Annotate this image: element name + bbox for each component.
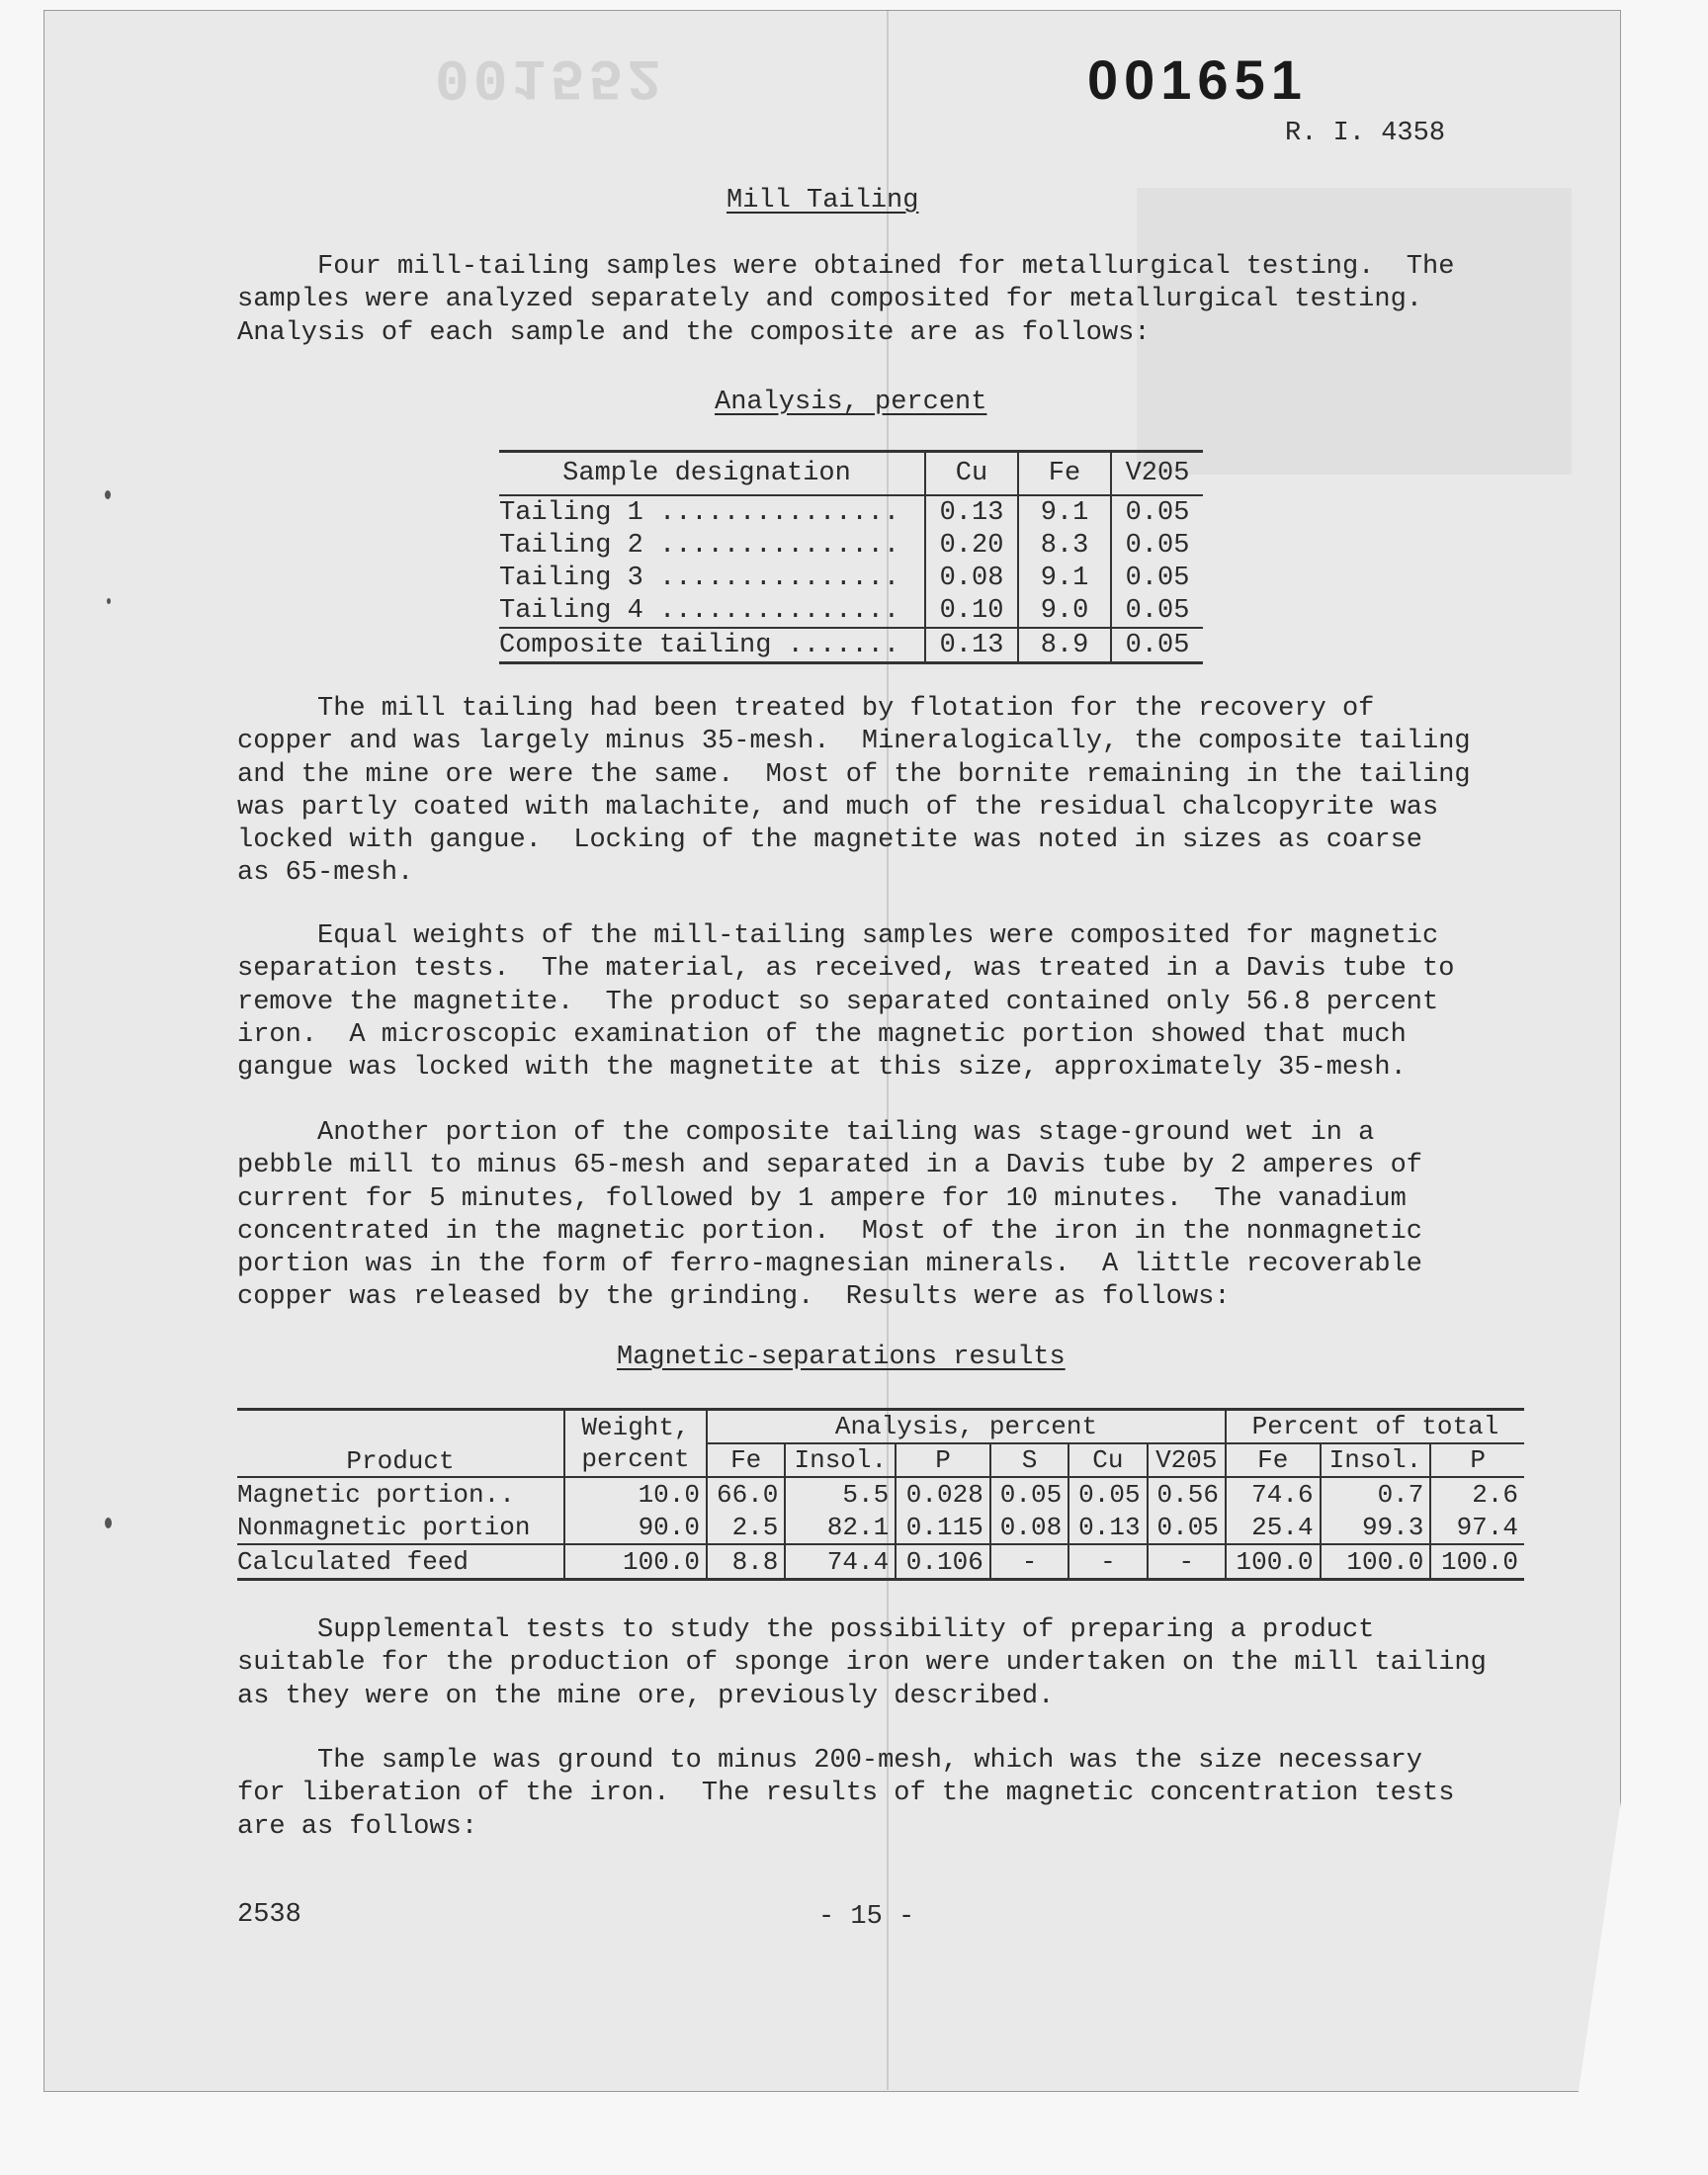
table-row [499, 495, 1203, 529]
cell-insol: 82.1 [785, 1511, 896, 1544]
cell-s: 0.05 [990, 1477, 1068, 1511]
table-row [237, 1511, 1524, 1544]
cell-total-fe: 100.0 [1226, 1544, 1321, 1580]
stamp-number: 001651 [1087, 48, 1308, 111]
paragraph-1: Four mill-tailing samples were obtained for metallurgical testing. The samples were analyzed separately and composited for metallurgical testing. Analysis of each sample and the composite are as follows: [237, 252, 1455, 348]
cell-total-fe: 25.4 [1226, 1511, 1321, 1544]
page-number: - 15 - [818, 1902, 915, 1932]
col-group-percent-total: Percent of total [1226, 1410, 1524, 1444]
cell-total-insol: 99.3 [1321, 1511, 1431, 1544]
cell-v2o5: 0.05 [1111, 594, 1203, 628]
col-cu: Cu [925, 452, 1018, 496]
cell-v2o5: - [1148, 1544, 1226, 1580]
cell-cu: 0.20 [925, 529, 1018, 562]
table-row [499, 562, 1203, 594]
cell-cu: 0.13 [925, 628, 1018, 663]
analysis-table [499, 450, 1203, 664]
cell-total-p: 100.0 [1430, 1544, 1524, 1580]
paragraph-6: The sample was ground to minus 200-mesh, which was the size necessary for liberation of the iron. The results of the magnetic concentration tests are as follows: [237, 1746, 1455, 1842]
row-product: Magnetic portion.. [237, 1479, 515, 1510]
col-total-insol: Insol. [1321, 1443, 1431, 1477]
cell-total-fe: 74.6 [1226, 1477, 1321, 1511]
col-s: S [990, 1443, 1068, 1477]
cell-fe: 8.3 [1018, 529, 1111, 562]
cell-p: 0.028 [896, 1477, 990, 1511]
row-label: Tailing 1 ............... [499, 497, 900, 528]
cell-insol: 5.5 [785, 1477, 896, 1511]
cell-weight: 100.0 [564, 1544, 707, 1580]
table-row-total [499, 628, 1203, 663]
col-total-fe: Fe [1226, 1443, 1321, 1477]
cell-v2o5: 0.05 [1111, 628, 1203, 663]
cell-s: 0.08 [990, 1511, 1068, 1544]
col-group-analysis: Analysis, percent [707, 1410, 1226, 1444]
col-total-p: P [1430, 1443, 1524, 1477]
cell-total-insol: 100.0 [1321, 1544, 1431, 1580]
row-label: Composite tailing ....... [499, 628, 925, 663]
magnetic-separation-table [237, 1408, 1524, 1581]
bleed-through-number: 001552 [435, 44, 665, 108]
cell-cu: 0.08 [925, 562, 1018, 594]
table-row [499, 594, 1203, 628]
cell-fe: 2.5 [707, 1511, 785, 1544]
paragraph-2: The mill tailing had been treated by flotation for the recovery of copper and was largely minus 35-mesh. Mineralogically, the composite tailing and the mine ore were the same. Most of the bornite remaining in the tailing was partly coated with malachite, and much of the residual chalcopyrite was locked with gangue. Locking of the magnetite was noted in sizes as coarse as 65-mesh. [237, 694, 1471, 889]
row-product: Calculated feed [237, 1544, 564, 1580]
cell-v2o5: 0.56 [1148, 1477, 1226, 1511]
cell-fe: 9.1 [1018, 495, 1111, 529]
cell-v2o5: 0.05 [1148, 1511, 1226, 1544]
cell-cu: 0.13 [1068, 1511, 1147, 1544]
col-p: P [896, 1443, 990, 1477]
table1-title: Analysis, percent [715, 388, 987, 417]
section-title: Mill Tailing [726, 186, 919, 216]
cell-fe: 66.0 [707, 1477, 785, 1511]
cell-fe: 9.0 [1018, 594, 1111, 628]
cell-fe: 9.1 [1018, 562, 1111, 594]
footer-number: 2538 [237, 1900, 301, 1930]
cell-p: 0.106 [896, 1544, 990, 1580]
cell-insol: 74.4 [785, 1544, 896, 1580]
row-label: Tailing 2 ............... [499, 530, 900, 561]
table-row-total [237, 1544, 1524, 1580]
scan-speck [105, 1518, 112, 1528]
cell-total-insol: 0.7 [1321, 1477, 1431, 1511]
col-sample-designation: Sample designation [562, 459, 851, 488]
paragraph-4: Another portion of the composite tailing was stage-ground wet in a pebble mill to minus 65-mesh and separated in a Davis tube by 2 amperes of current for 5 minutes, followed by 1 ampere for 10 minutes. The vanadium concentrated in the magnetic portion. Most of the iron in the nonmagnetic portion was in the form of ferro-magnesian minerals. A little recoverable copper was released by the grinding. Results were as follows: [237, 1118, 1422, 1313]
col-insol: Insol. [785, 1443, 896, 1477]
table2-title: Magnetic-separations results [617, 1343, 1066, 1372]
row-label: Tailing 4 ............... [499, 595, 900, 626]
paragraph-5: Supplemental tests to study the possibility of preparing a product suitable for the production of sponge iron were undertaken on the mill tailing as they were on the mine ore, previously described. [237, 1615, 1487, 1711]
scan-speck [107, 598, 111, 604]
col-fe: Fe [1018, 452, 1111, 496]
table-row [499, 529, 1203, 562]
cell-fe: 8.9 [1018, 628, 1111, 663]
cell-s: - [990, 1544, 1068, 1580]
cell-total-p: 97.4 [1430, 1511, 1524, 1544]
paragraph-3: Equal weights of the mill-tailing samples were composited for magnetic separation tests. The material, as received, was treated in a Davis tube to remove the magnetite. The product so separated contained only 56.8 percent iron. A microscopic examination of the magnetic portion showed that much gangue was locked with the magnetite at this size, approximately 35-mesh. [237, 921, 1455, 1084]
cell-weight: 90.0 [564, 1511, 707, 1544]
cell-cu: 0.13 [925, 495, 1018, 529]
col-v2o5: V205 [1148, 1443, 1226, 1477]
col-cu: Cu [1068, 1443, 1147, 1477]
scan-speck [105, 490, 111, 499]
col-v2o5: V205 [1111, 452, 1203, 496]
cell-cu: 0.10 [925, 594, 1018, 628]
cell-cu: - [1068, 1544, 1147, 1580]
report-id: R. I. 4358 [1285, 119, 1446, 148]
col-fe: Fe [707, 1443, 785, 1477]
cell-v2o5: 0.05 [1111, 529, 1203, 562]
table-row [237, 1477, 1524, 1511]
cell-p: 0.115 [896, 1511, 990, 1544]
cell-fe: 8.8 [707, 1544, 785, 1580]
row-product: Nonmagnetic portion [237, 1512, 531, 1542]
cell-v2o5: 0.05 [1111, 562, 1203, 594]
cell-v2o5: 0.05 [1111, 495, 1203, 529]
cell-total-p: 2.6 [1430, 1477, 1524, 1511]
col-weight: Weight, percent [564, 1410, 707, 1478]
col-product: Product [346, 1446, 455, 1476]
cell-weight: 10.0 [564, 1477, 707, 1511]
row-label: Tailing 3 ............... [499, 563, 900, 593]
cell-cu: 0.05 [1068, 1477, 1147, 1511]
